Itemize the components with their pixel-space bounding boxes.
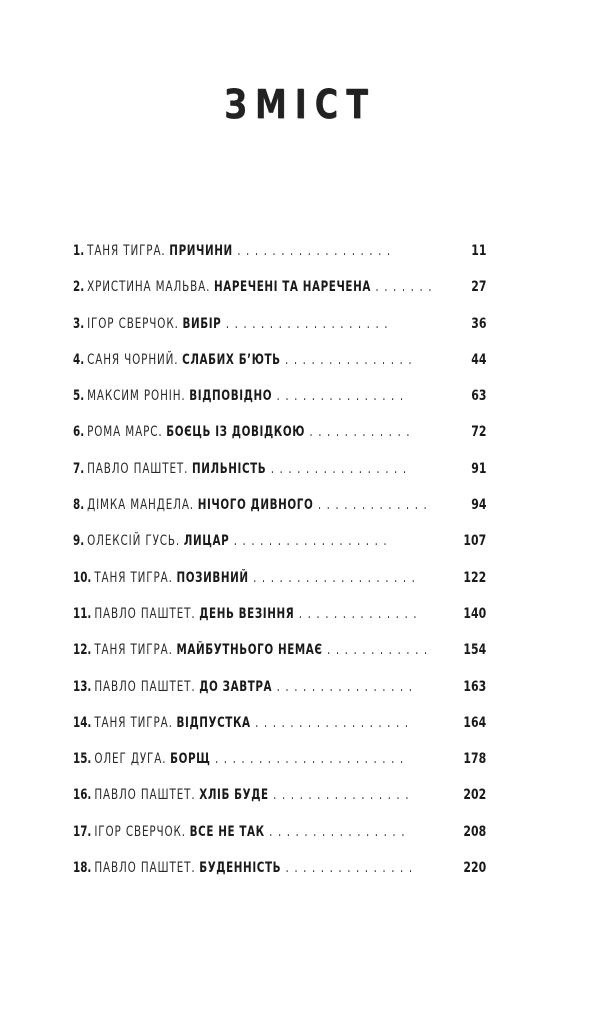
page-number: 11 (470, 243, 486, 259)
chapter-title: ХЛІБ БУДЕ (199, 787, 269, 804)
dot-leader: . . . . . . . . . . . . . . . . . . (255, 714, 410, 731)
dot-leader: . . . . . . . . . . . . . . . . . . (237, 243, 392, 259)
chapter-author: ХРИСТИНА МАЛЬВА. (87, 279, 211, 296)
page-number: 163 (463, 678, 486, 695)
dot-leader: . . . . . . . . . . . . . . . (285, 860, 414, 877)
chapter-author: ТАНЯ ТИГРА. (87, 243, 166, 259)
chapter-author: РОМА МАРС. (87, 424, 163, 441)
chapter-author: ПАВЛО ПАШТЕТ. (94, 860, 196, 877)
page-number: 122 (463, 569, 486, 586)
toc-entry[interactable] (73, 241, 486, 277)
toc-entry[interactable] (73, 640, 486, 676)
chapter-number: 13. (73, 678, 92, 695)
toc-entry-text (73, 531, 388, 551)
chapter-author: ТАНЯ ТИГРА. (94, 714, 173, 731)
toc-entry[interactable] (73, 713, 486, 749)
page-number: 178 (463, 751, 486, 768)
toc-entry[interactable] (73, 277, 486, 313)
toc-entry-text (73, 350, 413, 370)
toc-entry-text (73, 640, 428, 660)
chapter-author: ІГОР СВЕРЧОК. (94, 823, 186, 840)
dot-leader: . . . . . . . . . . . . . . (298, 605, 418, 622)
toc-entry[interactable] (73, 677, 486, 713)
chapter-number: 6. (73, 424, 85, 441)
page-number: 44 (470, 351, 486, 368)
toc-entry-text (73, 677, 413, 697)
chapter-title: ЛИЦАР (183, 533, 230, 550)
chapter-title: БОЄЦЬ ІЗ ДОВІДКОЮ (166, 424, 305, 441)
toc-entry-text (73, 386, 404, 406)
chapter-number: 3. (73, 315, 85, 332)
toc-entry-text (73, 604, 418, 624)
toc-entry[interactable] (73, 858, 486, 894)
chapter-number: 8. (73, 497, 85, 514)
chapter-author: ПАВЛО ПАШТЕТ. (94, 678, 196, 695)
toc-entry[interactable] (73, 822, 486, 858)
chapter-author: ПАВЛО ПАШТЕТ. (94, 605, 196, 622)
toc-entry-text (73, 422, 411, 442)
dot-leader: . . . . . . . (375, 279, 433, 296)
chapter-number: 11. (73, 605, 92, 622)
dot-leader: . . . . . . . . . . . . . . . (276, 388, 405, 405)
chapter-author: МАКСИМ РОНІН. (87, 388, 186, 405)
toc-entry-text (73, 749, 404, 769)
page-number: 72 (470, 424, 486, 441)
toc-entry-text (73, 495, 428, 515)
dot-leader: . . . . . . . . . . . . . . . . . . (233, 533, 388, 550)
dot-leader: . . . . . . . . . . . . . . . . . . . (225, 315, 389, 332)
chapter-author: САНЯ ЧОРНИЙ. (87, 351, 179, 368)
toc-entry[interactable] (73, 495, 486, 531)
page-number: 36 (470, 315, 486, 332)
chapter-number: 5. (73, 388, 85, 405)
dot-leader: . . . . . . . . . . . . . . . . (270, 460, 408, 477)
toc-entry[interactable] (73, 604, 486, 640)
dot-leader: . . . . . . . . . . . . . . . . (276, 678, 414, 695)
chapter-title: СЛАБИХ Б’ЮТЬ (182, 351, 281, 368)
dot-leader: . . . . . . . . . . . . . . . . . . . . . . (214, 751, 405, 768)
page-number: 220 (463, 860, 486, 877)
chapter-author: ТАНЯ ТИГРА. (94, 569, 173, 586)
toc-entry-text (73, 713, 409, 733)
page-number: 202 (463, 787, 486, 804)
chapter-number: 18. (73, 860, 92, 877)
toc-entry-text (73, 785, 410, 805)
chapter-title: МАЙБУТНЬОГО НЕМАЄ (176, 642, 323, 659)
chapter-number: 17. (73, 823, 92, 840)
chapter-author: ДІМКА МАНДЕЛА. (87, 497, 194, 514)
toc-entry-text (73, 277, 433, 297)
toc-entry[interactable] (73, 568, 486, 604)
toc-entry[interactable] (73, 459, 486, 495)
toc-entry-text (73, 858, 413, 878)
toc-entry[interactable] (73, 785, 486, 821)
page-number: 140 (463, 605, 486, 622)
table-of-contents (73, 241, 486, 894)
chapter-title: БОРЩ (170, 751, 211, 768)
chapter-number: 9. (73, 533, 85, 550)
chapter-title: ДЕНЬ ВЕЗІННЯ (199, 605, 295, 622)
chapter-author: ПАВЛО ПАШТЕТ. (94, 787, 196, 804)
dot-leader: . . . . . . . . . . . . . . . (285, 351, 413, 368)
toc-entry-text (73, 822, 406, 842)
chapter-number: 14. (73, 714, 92, 731)
dot-leader: . . . . . . . . . . . . . (317, 497, 428, 514)
toc-entry-text (73, 241, 391, 261)
toc-entry[interactable] (73, 350, 486, 386)
toc-entry[interactable] (73, 314, 486, 350)
page-number: 208 (463, 823, 486, 840)
chapter-author: ІГОР СВЕРЧОК. (87, 315, 179, 332)
toc-entry[interactable] (73, 386, 486, 422)
chapter-author: ПАВЛО ПАШТЕТ. (87, 460, 189, 477)
chapter-author: ТАНЯ ТИГРА. (94, 642, 173, 659)
chapter-author: ОЛЕГ ДУГА. (94, 751, 167, 768)
page-number: 91 (470, 460, 486, 477)
chapter-title: ВСЕ НЕ ТАК (189, 823, 265, 840)
dot-leader: . . . . . . . . . . . . (309, 424, 411, 441)
dot-leader: . . . . . . . . . . . . . . . . . . . (253, 569, 417, 586)
chapter-title: ВІДПУСТКА (176, 714, 251, 731)
page-number: 107 (463, 533, 486, 550)
chapter-number: 1. (73, 243, 85, 259)
chapter-number: 15. (73, 751, 92, 768)
page-number: 154 (463, 642, 486, 659)
dot-leader: . . . . . . . . . . . . . . . . (273, 787, 410, 804)
page-title: ЗМІСТ (224, 82, 376, 128)
chapter-title: ВІДПОВІДНО (189, 388, 273, 405)
chapter-title: НІЧОГО ДИВНОГО (197, 497, 314, 514)
chapter-number: 12. (73, 642, 92, 659)
chapter-number: 16. (73, 787, 92, 804)
chapter-title: БУДЕННІСТЬ (199, 860, 282, 877)
chapter-title: НАРЕЧЕНІ ТА НАРЕЧЕНА (214, 279, 371, 296)
page-number: 63 (470, 388, 486, 405)
page-number: 27 (470, 279, 486, 296)
chapter-author: ОЛЕКСІЙ ГУСЬ. (87, 533, 181, 550)
dot-leader: . . . . . . . . . . . . . . . . (269, 823, 406, 840)
toc-entry-text (73, 314, 389, 334)
chapter-number: 4. (73, 351, 85, 368)
dot-leader: . . . . . . . . . . . . (327, 642, 429, 659)
toc-entry-text (73, 568, 416, 588)
page-number: 94 (470, 497, 486, 514)
chapter-title: ВИБІР (182, 315, 222, 332)
chapter-title: ДО ЗАВТРА (199, 678, 273, 695)
toc-entry[interactable] (73, 749, 486, 785)
chapter-number: 10. (73, 569, 92, 586)
toc-entry-text (73, 459, 407, 479)
toc-entry[interactable] (73, 531, 486, 567)
chapter-title: ПИЛЬНІСТЬ (192, 460, 267, 477)
chapter-title: ПРИЧИНИ (169, 243, 233, 259)
chapter-number: 2. (73, 279, 85, 296)
toc-entry[interactable] (73, 422, 486, 458)
page-number: 164 (463, 714, 486, 731)
chapter-number: 7. (73, 460, 85, 477)
chapter-title: ПОЗИВНИЙ (176, 569, 249, 586)
